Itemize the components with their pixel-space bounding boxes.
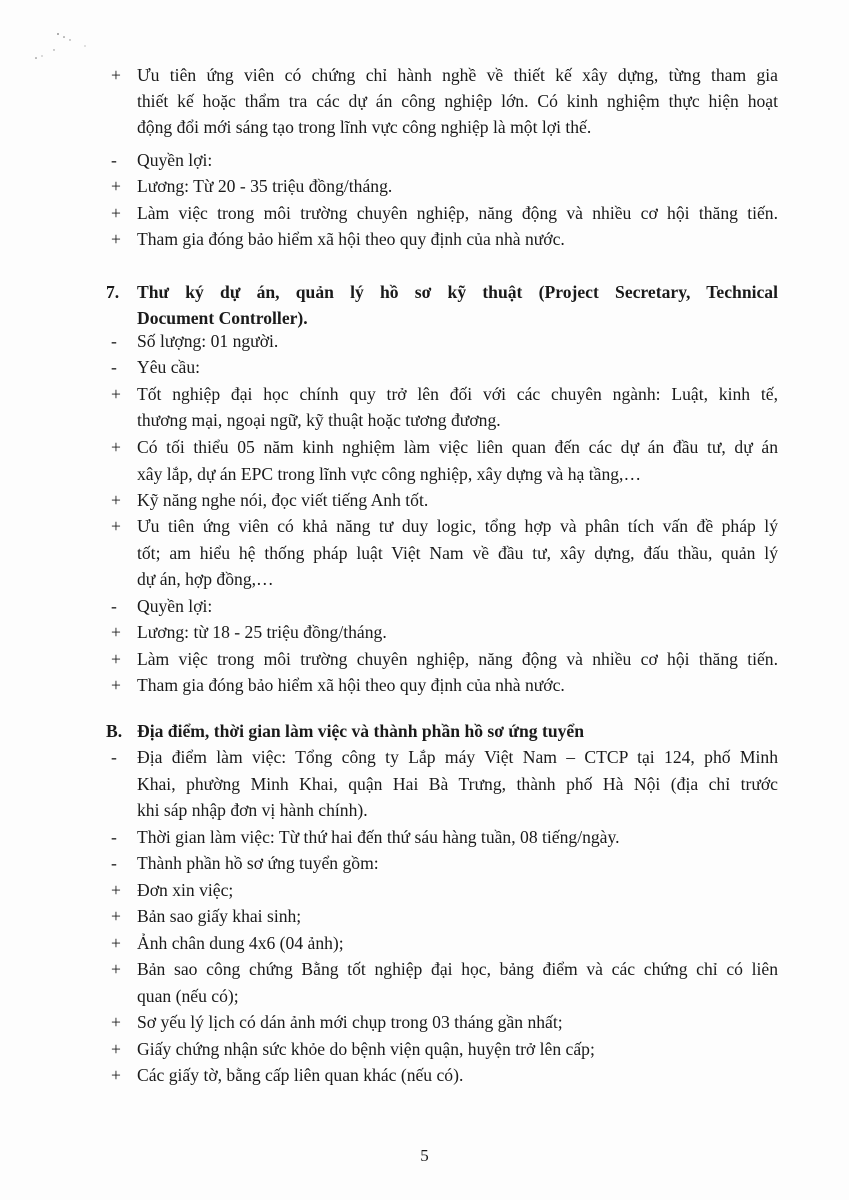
bullet-marker: -	[111, 596, 117, 616]
line-text: Làm việc trong môi trường chuyên nghiệp, năng động và nhiều cơ hội thăng tiến.	[137, 203, 778, 223]
page-number: 5	[420, 1146, 429, 1165]
bullet-marker: -	[111, 827, 117, 847]
bullet-marker: +	[111, 176, 121, 196]
line-text: động đổi mới sáng tạo trong lĩnh vực công nghiệp là một lợi thế.	[137, 117, 592, 137]
line-text: Làm việc trong môi trường chuyên nghiệp, năng động và nhiều cơ hội thăng tiến.	[137, 649, 778, 669]
bullet-marker: +	[111, 959, 121, 979]
line-text: xây lắp, dự án EPC trong lĩnh vực công nghiệp, xây dựng và hạ tầng,…	[137, 464, 642, 484]
line-text: Quyền lợi:	[137, 596, 213, 616]
line-text: Đơn xin việc;	[137, 880, 234, 900]
line-text: Địa điểm làm việc: Tổng công ty Lắp máy Việt Nam – CTCP tại 124, phố Minh	[137, 747, 778, 767]
line-text: Ưu tiên ứng viên có khả năng tư duy logic, tổng hợp và phân tích vấn đề pháp lý	[137, 516, 778, 536]
line-text: Kỹ năng nghe nói, đọc viết tiếng Anh tốt.	[137, 490, 429, 510]
bullet-marker: +	[111, 933, 121, 953]
line-text: Quyền lợi:	[137, 150, 213, 170]
bullet-marker: +	[111, 516, 121, 536]
line-text: tốt; am hiểu hệ thống pháp luật Việt Nam về đầu tư, xây dựng, đấu thầu, quản lý	[137, 543, 778, 563]
line-text: quan (nếu có);	[137, 986, 239, 1006]
line-text: Có tối thiểu 05 năm kinh nghiệm làm việc liên quan đến các dự án đầu tư, dự án	[137, 437, 778, 457]
bullet-marker: -	[111, 150, 117, 170]
bullet-marker: +	[111, 675, 121, 695]
line-text: Tham gia đóng bảo hiểm xã hội theo quy định của nhà nước.	[137, 229, 565, 249]
line-text: Lương: từ 18 - 25 triệu đồng/tháng.	[137, 622, 387, 642]
line-text: Giấy chứng nhận sức khỏe do bệnh viện quận, huyện trở lên cấp;	[137, 1039, 595, 1059]
bullet-marker: +	[111, 1039, 121, 1059]
bullet-marker: -	[111, 331, 117, 351]
bullet-marker: +	[111, 906, 121, 926]
bullet-marker: +	[111, 649, 121, 669]
line-text: Yêu cầu:	[137, 357, 201, 377]
line-text: Ảnh chân dung 4x6 (04 ảnh);	[137, 933, 344, 953]
line-text: Thời gian làm việc: Từ thứ hai đến thứ sáu hàng tuần, 08 tiếng/ngày.	[137, 827, 620, 847]
bullet-marker: +	[111, 490, 121, 510]
line-text: Tốt nghiệp đại học chính quy trở lên đối với các chuyên ngành: Luật, kinh tế,	[137, 384, 778, 404]
line-text: Bản sao giấy khai sinh;	[137, 906, 302, 926]
line-text: Thành phần hồ sơ ứng tuyển gồm:	[137, 853, 379, 873]
bullet-marker: +	[111, 437, 121, 457]
bullet-marker: +	[111, 203, 121, 223]
bullet-marker: +	[111, 880, 121, 900]
line-text: thương mại, ngoại ngữ, kỹ thuật hoặc tương đương.	[137, 410, 501, 430]
bullet-marker: +	[111, 65, 121, 85]
section-b-title: Địa điểm, thời gian làm việc và thành phần hồ sơ ứng tuyển	[137, 721, 584, 741]
line-text: Sơ yếu lý lịch có dán ảnh mới chụp trong 03 tháng gần nhất;	[137, 1012, 563, 1032]
line-text: thiết kế hoặc thẩm tra các dự án công nghiệp lớn. Có kinh nghiệm thực hiện hoạt	[137, 91, 778, 111]
line-text: Ưu tiên ứng viên có chứng chỉ hành nghề về thiết kế xây dựng, từng tham gia	[137, 65, 778, 85]
bullet-marker: +	[111, 384, 121, 404]
bullet-marker: +	[111, 622, 121, 642]
section-7-title-line-2: Document Controller).	[137, 308, 308, 328]
bullet-marker: -	[111, 747, 117, 767]
bullet-marker: +	[111, 1012, 121, 1032]
bullet-marker: -	[111, 357, 117, 377]
line-text: Lương: Từ 20 - 35 triệu đồng/tháng.	[137, 176, 393, 196]
line-text: Tham gia đóng bảo hiểm xã hội theo quy định của nhà nước.	[137, 675, 565, 695]
section-7-number: 7.	[106, 282, 120, 302]
bullet-marker: +	[111, 1065, 121, 1085]
bullet-marker: -	[111, 853, 117, 873]
line-text: Khai, phường Minh Khai, quận Hai Bà Trưng, thành phố Hà Nội (địa chỉ trước	[137, 774, 778, 794]
line-text: Các giấy tờ, bằng cấp liên quan khác (nếu có).	[137, 1065, 464, 1085]
line-text: Bản sao công chứng Bằng tốt nghiệp đại học, bảng điểm và các chứng chỉ có liên	[137, 959, 778, 979]
line-text: dự án, hợp đồng,…	[137, 569, 274, 589]
scan-specks	[30, 28, 100, 68]
section-7-title-line-1: Thư ký dự án, quản lý hồ sơ kỹ thuật (Project Secretary, Technical	[137, 282, 778, 302]
line-text: khi sáp nhập đơn vị hành chính).	[137, 800, 368, 820]
bullet-marker: +	[111, 229, 121, 249]
line-text: Số lượng: 01 người.	[137, 331, 279, 351]
section-b-letter: B.	[106, 721, 123, 741]
